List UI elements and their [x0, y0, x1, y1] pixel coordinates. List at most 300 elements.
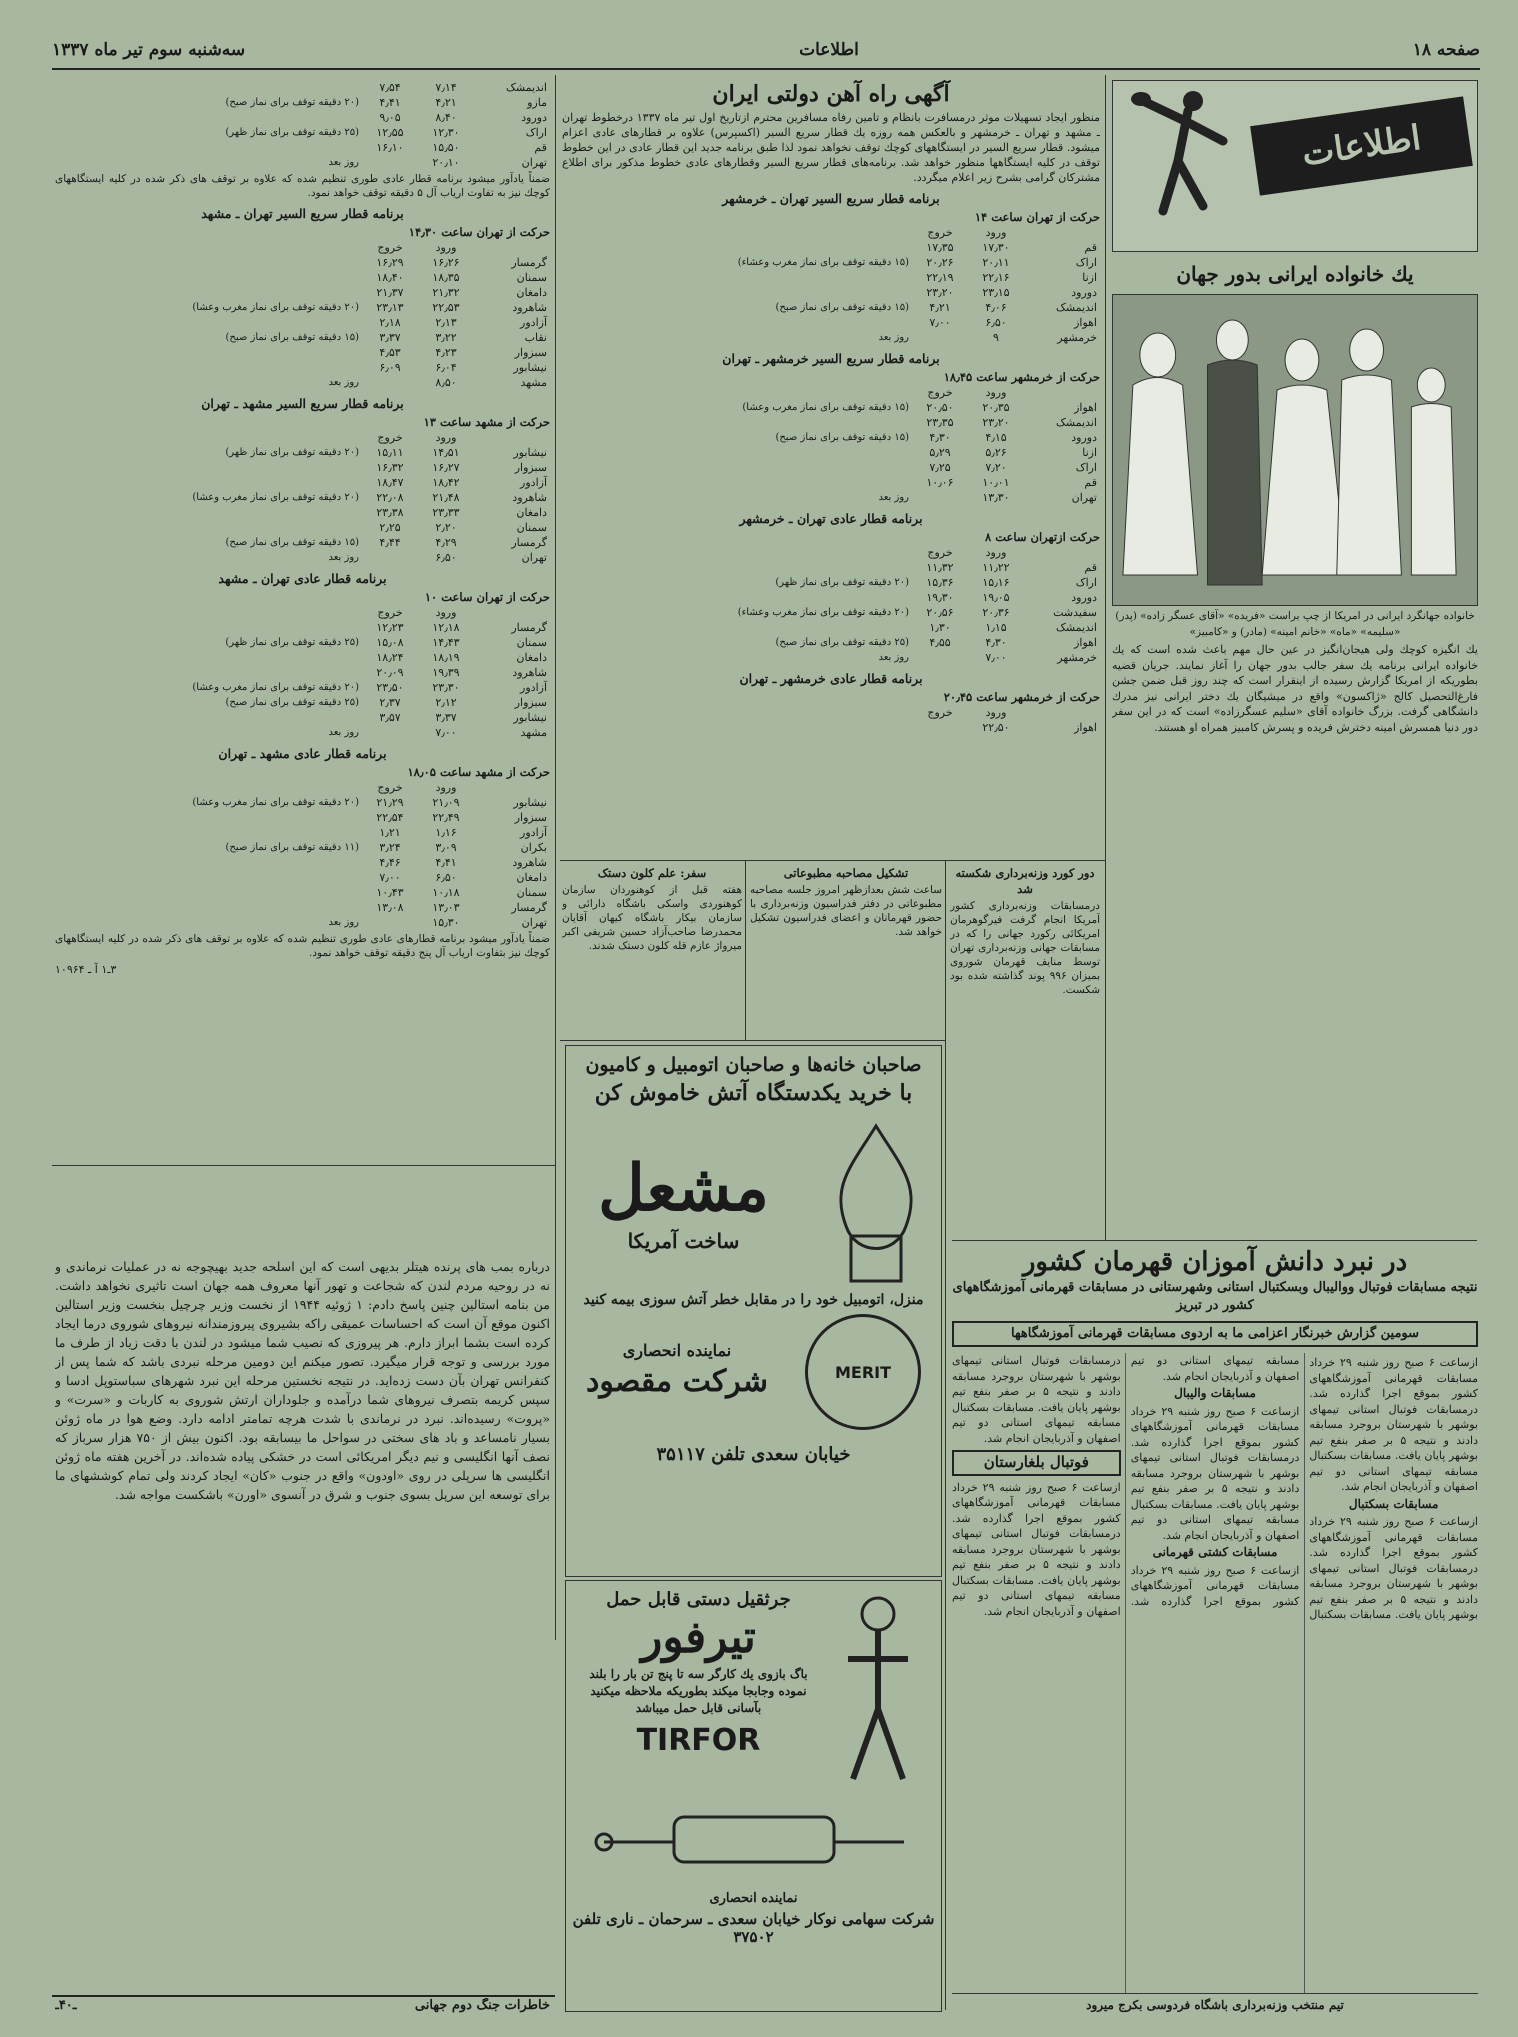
arrival-time: ۷٫۲۰ [985, 461, 1007, 474]
stop-note [55, 140, 362, 155]
wrestling-title: مسابقات کشتی قهرمانی [1152, 1545, 1278, 1559]
stop-note [562, 620, 912, 635]
stop-note [55, 855, 362, 870]
departure-time [912, 720, 968, 735]
arrival-time: ۶٫۰۴ [435, 361, 457, 374]
station-name: اراک [1075, 461, 1097, 474]
station-name: بکران [520, 841, 547, 854]
station-name: گرمسار [511, 901, 547, 914]
station-name: خرمشهر [1057, 331, 1097, 344]
arrival-time: ۲۱٫۴۸ [432, 491, 460, 504]
departure-time [362, 375, 418, 390]
rail-title: آگهی راه آهن دولتی ایران [712, 81, 950, 107]
departure-time: ۱۹٫۳۰ [926, 591, 954, 604]
station-name: سبزوار [514, 461, 547, 474]
schedule-row [562, 400, 1100, 415]
schedule-row [55, 635, 550, 650]
stop-note: (۲۰ دقیقه توقف برای نماز مغرب وعشاء) [737, 607, 909, 618]
schedule-row [55, 650, 550, 665]
sports-logo [1112, 80, 1478, 252]
departure-time: ۷٫۲۵ [929, 461, 951, 474]
departure-time: ۱۲٫۵۵ [376, 126, 404, 139]
arrival-time: ۱٫۱۶ [435, 826, 457, 839]
stop-note: (۱۱ دقیقه توقف برای نماز صبح) [225, 842, 359, 853]
stop-note [55, 475, 362, 490]
schedule-row [55, 330, 550, 345]
arrival-time: ۱۵٫۵۰ [432, 141, 460, 154]
stop-note [55, 285, 362, 300]
stop-note [55, 270, 362, 285]
station-name: قم [1084, 476, 1097, 489]
station-name: سبزوار [514, 811, 547, 824]
stop-note: روز بعد [878, 492, 909, 503]
departure-time: ۲٫۱۸ [379, 316, 401, 329]
arrival-time: ۷٫۱۴ [435, 81, 457, 94]
arrival-time: ۲۳٫۳۳ [432, 506, 460, 519]
station-name: دورود [1071, 286, 1097, 299]
contest-text-2: ازساعت ۶ صبح روز شنبه ۲۹ خرداد مسابقات قهرمانی آموزشگاههای کشور بموقع اجرا گذارده شد. درمسابقات فوتبال استانی تیمهای بوشهر با شهرستان بروجرد مسابقه دادند و نتیجه ۵ بر صفر بنفع تیم بوشهر پایان یافت. مسابقات بسکتبال مسابقه تیمهای استانی دو تیم اصفهان و آذربایجان انجام شد. [1130, 1354, 1478, 1621]
departure-time: ۱۸٫۴۰ [376, 271, 404, 284]
schedule-row [55, 80, 550, 95]
station-name: آزادور [520, 681, 547, 694]
station-name: اراک [1075, 576, 1097, 589]
contest-subtitle: نتیجه مسابقات فوتبال ووالیبال وبسکتبال استانی وشهرستانی در مسابقات قهرمانی آموزشگاههای کشور در تبریز [952, 1280, 1478, 1313]
schedule-row [562, 575, 1100, 590]
arrival-time: ۴٫۱۵ [985, 431, 1007, 444]
departure-time: ۱۸٫۴۷ [376, 476, 404, 489]
departure-time: ۲۳٫۳۸ [376, 506, 404, 519]
schedule-row [55, 505, 550, 520]
schedule-row [562, 560, 1100, 575]
schedule-row [562, 620, 1100, 635]
schedule-row [55, 620, 550, 635]
station-name: سمنان [516, 521, 547, 534]
station-name: سمنان [516, 636, 547, 649]
station-name: دامغان [516, 286, 547, 299]
stop-note: روز بعد [328, 917, 359, 928]
departure-time: ۲۱٫۳۷ [376, 286, 404, 299]
station-name: دورود [1071, 431, 1097, 444]
stop-note: (۲۰ دقیقه توقف برای نماز مغرب وعشا) [192, 682, 359, 693]
departure-time: ۳٫۵۷ [379, 711, 401, 724]
schedule-row [55, 345, 550, 360]
schedule-row [562, 315, 1100, 330]
climb-title: سفر: علم کلون دستک [597, 866, 707, 880]
stop-note [55, 885, 362, 900]
climb-text: هفته قبل از کوهنوردان سازمان کوهنوردی واسکی باشگاه دارائی و سازمان بیکار باشگاه کیهان آقایان محمدرضا صاحب‌آزاد حسین شریفی اکبر میرواژ عازم قله کلون دستک شدند. [562, 884, 742, 952]
arrival-time: ۳٫۰۹ [435, 841, 457, 854]
contest-text-3: ازساعت ۶ صبح روز شنبه ۲۹ خرداد مسابقات قهرمانی آموزشگاههای کشور بموقع اجرا گذارده شد. درمسابقات فوتبال استانی تیمهای بوشهر با شهرستان بروجرد مسابقه دادند و نتیجه ۵ بر صفر بنفع تیم بوشهر پایان یافت. مسابقات بسکتبال مسابقه تیمهای استانی دو تیم اصفهان و آذربایجان انجام شد. [1130, 1404, 1300, 1542]
station-name: سبزوار [514, 696, 547, 709]
stop-note: (۲۵ دقیقه توقف برای نماز ظهر) [225, 127, 359, 138]
newspaper-title: اطلاعات [799, 40, 859, 60]
station-name: تهران [521, 916, 547, 929]
departure-time: ۲۰٫۵۰ [926, 401, 954, 414]
station-name: اندیمشک [1056, 301, 1097, 314]
departure-time: ۱۵٫۱۱ [376, 446, 404, 459]
stop-note: (۲۰ دقیقه توقف برای نماز مغرب وعشا) [192, 302, 359, 313]
stop-note [55, 360, 362, 375]
departure-time: ۱۶٫۳۲ [376, 461, 404, 474]
station-name: اهواز [1074, 401, 1097, 414]
departure-time: ۴٫۲۱ [929, 301, 951, 314]
arrival-time: ۱۴٫۴۳ [432, 636, 460, 649]
departure-time: ۶٫۰۹ [379, 361, 401, 374]
stop-note: (۲۰ دقیقه توقف برای نماز مغرب وعشا) [192, 492, 359, 503]
station-name: نیشابور [513, 361, 547, 374]
stop-note [55, 80, 362, 95]
station-name: دامغان [516, 651, 547, 664]
schedule-row [55, 915, 550, 930]
schedule-row [562, 240, 1100, 255]
committee-title: تشکیل مصاحبه مطبوعاتی [783, 866, 909, 880]
station-name: تهران [521, 551, 547, 564]
station-name: دامغان [516, 871, 547, 884]
station-name: ازنا [1082, 446, 1097, 459]
arrival-time: ۴٫۴۱ [435, 856, 457, 869]
arrival-time: ۲۱٫۰۹ [432, 796, 460, 809]
departure-time: ۴٫۵۵ [929, 636, 951, 649]
stop-note [55, 345, 362, 360]
stop-note [562, 720, 912, 735]
memoir-page-number: ـ۴۰ـ [55, 1998, 77, 2013]
departure-time: ۲۳٫۱۳ [376, 301, 404, 314]
schedule-row [55, 710, 550, 725]
stop-note: روز بعد [878, 652, 909, 663]
schedule-row [55, 95, 550, 110]
schedule-row [562, 430, 1100, 445]
worker-icon [823, 1589, 933, 1789]
arrival-time: ۱۶٫۲۷ [432, 461, 460, 474]
schedule-row [55, 140, 550, 155]
stop-note: (۱۵ دقیقه توقف برای نماز صبح) [775, 302, 909, 313]
departure-time: ۲۲٫۵۴ [376, 811, 404, 824]
stop-note [55, 315, 362, 330]
departure-time: ۲۲٫۱۹ [926, 271, 954, 284]
stop-note [55, 825, 362, 840]
departure-time: ۱۰٫۴۳ [376, 886, 404, 899]
departure-time: ۳٫۳۷ [379, 331, 401, 344]
contest-text-5: ازساعت ۶ صبح روز شنبه ۲۹ خرداد مسابقات قهرمانی آموزشگاههای کشور بموقع اجرا گذارده شد. درمسابقات فوتبال استانی تیمهای بوشهر با شهرستان بروجرد مسابقه دادند و نتیجه ۵ بر صفر بنفع تیم بوشهر پایان یافت. مسابقات بسکتبال مسابقه تیمهای استانی دو تیم اصفهان و آذربایجان انجام شد. [952, 1480, 1121, 1618]
schedule-table: ورود خروج قم ۱۷٫۳۰ ۱۷٫۳۵ اراک ۲۰٫۱۱ ۲۰٫۲۶ (۱۵ دقیقه توقف برای نماز مغرب وعشاء) ازنا ۲۲٫۱۶ ۲۲٫۱۹ دورود ۲۳٫۱۵ ۲۳٫۲۰ اندیمشک ۴٫۰۶ ۴٫۲۱ (۱۵ دقیقه توقف برای نماز صبح) اهواز ۶٫۵۰ ۷٫۰۰ خرمشهر ۹ روز بعد [562, 225, 1100, 345]
schedule-row [55, 900, 550, 915]
stop-note [562, 240, 912, 255]
arrival-time: ۲٫۱۳ [435, 316, 457, 329]
schedule-table: ورود خروج گرمسار ۱۶٫۲۶ ۱۶٫۲۹ سمنان ۱۸٫۳۵ ۱۸٫۴۰ دامغان ۲۱٫۳۲ ۲۱٫۳۷ شاهرود ۲۲٫۵۳ ۲۳٫۱۳ (۲۰ دقیقه توقف برای نماز مغرب وعشا) آزادور ۲٫۱۳ ۲٫۱۸ نقاب ۳٫۲۲ ۳٫۳۷ (۱۵ دقیقه توقف برای نماز صبح) سبزوار ۴٫۲۳ ۴٫۵۳ نیشابور ۶٫۰۴ ۶٫۰۹ مشهد ۸٫۵۰ روز بعد [55, 240, 550, 390]
stop-note [55, 650, 362, 665]
station-name: دامغان [516, 506, 547, 519]
departure-time: ۷٫۰۰ [929, 316, 951, 329]
stop-note [55, 900, 362, 915]
rail-note-2: ضمناً یادآور میشود برنامه قطارهای عادی طوری تنظیم شده که علاوه بر توقف های ذکر شده در کلیه ایستگاههای کوچك نیز بتفاوت اریاب آل پنج دقیقه توقف خواهد نمود. [55, 933, 550, 959]
station-name: اراک [1075, 256, 1097, 269]
fire-icon [811, 1116, 941, 1286]
station-name: سبزوار [514, 346, 547, 359]
station-name: نیشابور [513, 711, 547, 724]
arrival-time: ۱۰٫۱۸ [432, 886, 460, 899]
rail-column-right [562, 80, 1100, 855]
station-name: اهواز [1074, 316, 1097, 329]
arrival-time: ۲۰٫۱۰ [432, 156, 460, 169]
departure-time [362, 915, 418, 930]
rail-column-left [55, 80, 550, 1160]
weight-title: دور کورد وزنه‌برداری شکسته شد [955, 866, 1095, 896]
departure-time: ۱۵٫۰۸ [376, 636, 404, 649]
station-name: اهواز [1074, 636, 1097, 649]
discus-thrower-icon [1123, 81, 1243, 251]
page-number: صفحه ۱۸ [1412, 40, 1480, 60]
departure-time: ۱۵٫۳۶ [926, 576, 954, 589]
stop-note [55, 520, 362, 535]
departure-time [912, 490, 968, 505]
departure-time: ۱۰٫۰۶ [926, 476, 954, 489]
departure-time: ۱۷٫۳۵ [926, 241, 954, 254]
schedule-row [55, 810, 550, 825]
merit-logo: MERIT [805, 1314, 921, 1430]
departure-time: ۱۳٫۰۸ [376, 901, 404, 914]
station-name: آزادور [520, 476, 547, 489]
station-name: دورود [521, 111, 547, 124]
stop-note: روز بعد [328, 727, 359, 738]
schedule-row [55, 475, 550, 490]
schedule-row [55, 870, 550, 885]
memoir-footer [55, 1998, 550, 2020]
arrival-time: ۱۲٫۳۰ [432, 126, 460, 139]
departure-time: ۷٫۰۰ [379, 871, 401, 884]
schedule-row [55, 155, 550, 170]
stop-note [55, 110, 362, 125]
arrival-time: ۱۴٫۵۱ [432, 446, 460, 459]
schedule-kh3: برنامه قطار عادی تهران ـ خرمشهر حرکت ازتهران ساعت ۸ ورود خروج قم ۱۱٫۲۲ ۱۱٫۳۲ اراک ۱۵٫۱۶ ۱۵٫۳۶ (۲۰ دقیقه توقف برای نماز ظهر) دورود ۱۹٫۰۵ ۱۹٫۳۰ سفیدشت ۲۰٫۳۶ ۲۰٫۵۶ (۲۰ دقیقه توقف برای نماز مغرب وعشاء) اندیمشک ۱٫۱۵ ۱٫۳۰ اهواز ۴٫۳۰ ۴٫۵۵ (۲۵ دقیقه توقف برای نماز صبح) خرمشهر ۷٫۰۰ روز بعد [562, 511, 1100, 665]
station-name: نقاب [524, 331, 547, 344]
schedule-row [55, 360, 550, 375]
issue-date: سه‌شنبه سوم تیر ماه ۱۳۳۷ [52, 40, 246, 60]
hoist-icon [584, 1797, 924, 1887]
schedule-row [55, 535, 550, 550]
departure-time: ۹٫۰۵ [379, 111, 401, 124]
schedule-table: ورود خروج قم ۱۱٫۲۲ ۱۱٫۳۲ اراک ۱۵٫۱۶ ۱۵٫۳۶ (۲۰ دقیقه توقف برای نماز ظهر) دورود ۱۹٫۰۵ ۱۹٫۳۰ سفیدشت ۲۰٫۳۶ ۲۰٫۵۶ (۲۰ دقیقه توقف برای نماز مغرب وعشاء) اندیمشک ۱٫۱۵ ۱٫۳۰ اهواز ۴٫۳۰ ۴٫۵۵ (۲۵ دقیقه توقف برای نماز صبح) خرمشهر ۷٫۰۰ روز بعد [562, 545, 1100, 665]
arrival-time: ۴٫۲۹ [435, 536, 457, 549]
bulgaria-box [952, 1450, 1121, 1476]
schedule-row [562, 475, 1100, 490]
tirfor-ad: جرثقیل دستی قابل حمل تیرفور باگ بازوی یك کارگر سه تا پنج تن بار را بلند نموده وجابجا میکند بطوریکه ملاحظه میکنید بآسانی قابل حمل میباشد TIRFOR نماینده انحصاری شرکت سهامی نوکار خیابان سعدی ـ سرحمان ـ ناری تلفن ۳۷۵۰۲ [565, 1580, 942, 2012]
station-name: شاهرود [512, 301, 547, 314]
stop-note: (۱۵ دقیقه توقف برای نماز صبح) [225, 537, 359, 548]
schedule-row [562, 445, 1100, 460]
arrival-time: ۸٫۴۰ [435, 111, 457, 124]
station-name: سفیدشت [1053, 606, 1097, 619]
weight-article [950, 865, 1100, 1035]
departure-time: ۴٫۴۴ [379, 536, 401, 549]
brand-name: مشعل [598, 1151, 769, 1226]
arrival-time: ۸٫۵۰ [435, 376, 457, 389]
departure-time: ۲۳٫۲۰ [926, 286, 954, 299]
contest-text: ازساعت ۶ صبح روز شنبه ۲۹ خرداد مسابقات قهرمانی آموزشگاههای کشور بموقع اجرا گذارده شد. درمسابقات فوتبال استانی تیمهای بوشهر با شهرستان بروجرد مسابقه دادند و نتیجه ۵ بر صفر بنفع تیم بوشهر پایان یافت. مسابقات بسکتبال مسابقه تیمهای استانی دو تیم اصفهان و آذربایجان انجام شد. [1309, 1356, 1478, 1493]
stop-note: (۲۰ دقیقه توقف برای نماز ظهر) [225, 447, 359, 458]
tirfor-brand: تیرفور [641, 1612, 756, 1663]
schedule-row [55, 490, 550, 505]
schedule-row [562, 255, 1100, 270]
page-header [52, 32, 1480, 70]
departure-time: ۲٫۳۷ [379, 696, 401, 709]
rail-ref: ۳ـ۱ آ ـ ۱۰۹۶۴ [55, 963, 117, 976]
stop-note: (۱۵ دقیقه توقف برای نماز مغرب وعشا) [742, 402, 909, 413]
arrival-time: ۲۲٫۴۹ [432, 811, 460, 824]
arrival-time: ۲٫۲۰ [435, 521, 457, 534]
departure-time [912, 650, 968, 665]
station-name: مازو [527, 96, 547, 109]
photo-caption: خانواده جهانگرد ایرانی در امریکا از چپ براست «فریده» «آقای عسگر زاده» (پدر) «سلیمه» «ماه» «خانم امینه» (مادر) و «کامبیز» [1115, 610, 1475, 638]
schedule-row [55, 725, 550, 740]
departure-time: ۴٫۳۰ [929, 431, 951, 444]
memoir-article [55, 1255, 550, 1990]
schedule-row [55, 825, 550, 840]
departure-time: ۲۰٫۰۹ [376, 666, 404, 679]
schedule-row [55, 840, 550, 855]
station-name: سمنان [516, 886, 547, 899]
station-name: دورود [1071, 591, 1097, 604]
schedule-table: ورود خروج اهواز ۲۲٫۵۰ [562, 705, 1100, 735]
arrival-time: ۶٫۵۰ [435, 871, 457, 884]
stop-note: (۲۰ دقیقه توقف برای نماز مغرب وعشا) [192, 797, 359, 808]
stop-note: (۲۰ دقیقه توقف برای نماز ظهر) [775, 577, 909, 588]
arrival-time: ۵٫۲۶ [985, 446, 1007, 459]
arrival-time: ۱۸٫۴۲ [432, 476, 460, 489]
stop-note: (۲۵ دقیقه توقف برای نماز صبح) [775, 637, 909, 648]
stop-note: روز بعد [328, 377, 359, 388]
sports-column [1112, 80, 1478, 1240]
stop-note [562, 285, 912, 300]
schedule-kh2: برنامه قطار سریع السیر خرمشهر ـ تهران حرکت از خرمشهر ساعت ۱۸٫۴۵ ورود خروج اهواز ۲۰٫۳۵ ۲۰٫۵۰ (۱۵ دقیقه توقف برای نماز مغرب وعشا) اندیمشک ۲۳٫۲۰ ۲۳٫۳۵ دورود ۴٫۱۵ ۴٫۳۰ (۱۵ دقیقه توقف برای نماز صبح) ازنا ۵٫۲۶ ۵٫۲۹ اراک ۷٫۲۰ ۷٫۲۵ قم ۱۰٫۰۱ ۱۰٫۰۶ تهران ۱۳٫۳۰ روز بعد [562, 351, 1100, 505]
schedule-row [562, 415, 1100, 430]
schedule-row [55, 110, 550, 125]
schedule-row [562, 330, 1100, 345]
schedule-row [562, 590, 1100, 605]
schedule-m1: برنامه قطار سریع السیر تهران ـ مشهد حرکت از تهران ساعت ۱۴٫۳۰ ورود خروج گرمسار ۱۶٫۲۶ ۱۶٫۲۹ سمنان ۱۸٫۳۵ ۱۸٫۴۰ دامغان ۲۱٫۳۲ ۲۱٫۳۷ شاهرود ۲۲٫۵۳ ۲۳٫۱۳ (۲۰ دقیقه توقف برای نماز مغرب وعشا) آزادور ۲٫۱۳ ۲٫۱۸ نقاب ۳٫۲۲ ۳٫۳۷ (۱۵ دقیقه توقف برای نماز صبح) سبزوار ۴٫۲۳ ۴٫۵۳ نیشابور ۶٫۰۴ ۶٫۰۹ مشهد ۸٫۵۰ روز بعد [55, 206, 550, 390]
schedule-table: ورود خروج گرمسار ۱۲٫۱۸ ۱۲٫۲۳ سمنان ۱۴٫۴۳ ۱۵٫۰۸ (۲۵ دقیقه توقف برای نماز ظهر) دامغان ۱۸٫۱۹ ۱۸٫۲۴ شاهرود ۱۹٫۳۹ ۲۰٫۰۹ آزادور ۲۳٫۳۰ ۲۳٫۵۰ (۲۰ دقیقه توقف برای نماز مغرب وعشا) سبزوار ۲٫۱۲ ۲٫۳۷ (۲۵ دقیقه توقف برای نماز صبح) نیشابور ۳٫۳۷ ۳٫۵۷ مشهد ۷٫۰۰ روز بعد [55, 605, 550, 740]
departure-time: ۱٫۳۰ [929, 621, 951, 634]
stop-note [562, 415, 912, 430]
arrival-time: ۱۸٫۱۹ [432, 651, 460, 664]
station-name: تهران [521, 156, 547, 169]
climb-article [562, 865, 742, 1035]
stop-note: (۱۵ دقیقه توقف برای نماز صبح) [225, 332, 359, 343]
departure-time: ۳٫۲۴ [379, 841, 401, 854]
stop-note [562, 475, 912, 490]
departure-time: ۱۲٫۲۳ [376, 621, 404, 634]
contest-box: سومین گزارش خبرنگار اعزامی ما به اردوی مسابقات قهرمانی آموزشگاهها [952, 1321, 1478, 1347]
schedule-row [55, 445, 550, 460]
departure-time: ۵٫۲۹ [929, 446, 951, 459]
station-name: نیشابور [513, 796, 547, 809]
departure-time: ۱۶٫۱۰ [376, 141, 404, 154]
stop-note: (۲۵ دقیقه توقف برای نماز ظهر) [225, 637, 359, 648]
station-name: قم [1084, 241, 1097, 254]
arrival-time: ۱۹٫۰۵ [982, 591, 1010, 604]
stop-note: (۲۵ دقیقه توقف برای نماز صبح) [225, 697, 359, 708]
schedule-row [562, 605, 1100, 620]
schedule-row [562, 285, 1100, 300]
departure-time: ۲۱٫۲۹ [376, 796, 404, 809]
arrival-time: ۱٫۱۵ [985, 621, 1007, 634]
fire-extinguisher-ad: صاحبان خانه‌ها و صاحبان اتومبیل و کامیون با خرید یکدستگاه آتش خاموش کن مشعل ساخت آمریکا منزل، اتومبیل خود را در مقابل خطر آتش سوزی بیمه کنید MERIT نماینده انحصاری شرکت مقصود خیابان سعدی تلفن ۳۵۱۱۷ [565, 1045, 942, 1577]
ferdowsi-title: تیم منتخب وزنه‌برداری باشگاه فردوسی بکرج میرود [1086, 1998, 1344, 2012]
basket-title: مسابقات بسکتبال [1348, 1496, 1439, 1511]
schedule-row [55, 315, 550, 330]
station-name: اندیمشک [1056, 621, 1097, 634]
departure-time [362, 550, 418, 565]
station-name: نیشابور [513, 446, 547, 459]
weight-text: درمسابقات وزنه‌برداری کشور آمریکا انجام گرفت فیرگوهرمان امریکائی رکورد جهانی را که در مسابقات جهانی وزنه‌برداری تهران توسط منایف قهرمان شوروی بمیزان ۹۹۶ پوند گذاشته شده بود شکست. [950, 900, 1100, 996]
stop-note [55, 460, 362, 475]
departure-time: ۱۸٫۲۴ [376, 651, 404, 664]
station-name: قم [534, 141, 547, 154]
stop-note [562, 315, 912, 330]
arrival-time: ۲۰٫۱۱ [982, 256, 1010, 269]
schedule-kh1: برنامه قطار سریع السیر تهران ـ خرمشهر حرکت از تهران ساعت ۱۴ ورود خروج قم ۱۷٫۳۰ ۱۷٫۳۵ اراک ۲۰٫۱۱ ۲۰٫۲۶ (۱۵ دقیقه توقف برای نماز مغرب وعشاء) ازنا ۲۲٫۱۶ ۲۲٫۱۹ دورود ۲۳٫۱۵ ۲۳٫۲۰ اندیمشک ۴٫۰۶ ۴٫۲۱ (۱۵ دقیقه توقف برای نماز صبح) اهواز ۶٫۵۰ ۷٫۰۰ خرمشهر ۹ روز بعد [562, 191, 1100, 345]
committee-article [750, 865, 942, 1035]
arrival-time: ۱۶٫۲۶ [432, 256, 460, 269]
stop-note: روز بعد [328, 552, 359, 563]
bulgaria-title: فوتبال بلغارستان [983, 1453, 1089, 1471]
departure-time: ۲۳٫۳۵ [926, 416, 954, 429]
arrival-time: ۱۵٫۳۰ [432, 916, 460, 929]
schedule-row [562, 635, 1100, 650]
schedule-row [55, 665, 550, 680]
stop-note [55, 810, 362, 825]
arrival-time: ۲٫۱۲ [435, 696, 457, 709]
arrival-time: ۱۹٫۳۹ [432, 666, 460, 679]
station-name: تهران [1071, 491, 1097, 504]
schedule-row [55, 285, 550, 300]
schedule-table: ورود خروج اهواز ۲۰٫۳۵ ۲۰٫۵۰ (۱۵ دقیقه توقف برای نماز مغرب وعشا) اندیمشک ۲۳٫۲۰ ۲۳٫۳۵ دورود ۴٫۱۵ ۴٫۳۰ (۱۵ دقیقه توقف برای نماز صبح) ازنا ۵٫۲۶ ۵٫۲۹ اراک ۷٫۲۰ ۷٫۲۵ قم ۱۰٫۰۱ ۱۰٫۰۶ تهران ۱۳٫۳۰ روز بعد [562, 385, 1100, 505]
schedule-table [55, 80, 550, 170]
departure-time [912, 330, 968, 345]
stop-note: روز بعد [878, 332, 909, 343]
station-name: آزادور [520, 826, 547, 839]
arrival-time: ۲۱٫۳۲ [432, 286, 460, 299]
station-name: شاهرود [512, 491, 547, 504]
arrival-time: ۱۰٫۰۱ [982, 476, 1010, 489]
departure-time [362, 725, 418, 740]
arrival-time: ۴٫۲۳ [435, 346, 457, 359]
station-name: اراک [525, 126, 547, 139]
logo-text: اطلاعات ورزشی [1250, 96, 1473, 195]
arrival-time: ۳٫۲۲ [435, 331, 457, 344]
schedule-row [55, 520, 550, 535]
schedule-row [55, 680, 550, 695]
arrival-time: ۱۳٫۰۳ [432, 901, 460, 914]
departure-time: ۴٫۵۳ [379, 346, 401, 359]
departure-time: ۴٫۴۶ [379, 856, 401, 869]
arrival-time: ۲۲٫۵۰ [982, 721, 1010, 734]
arrival-time: ۱۸٫۳۵ [432, 271, 460, 284]
arrival-time: ۲۲٫۵۳ [432, 301, 460, 314]
schedule-row [55, 695, 550, 710]
stop-note [55, 870, 362, 885]
arrival-time: ۷٫۰۰ [435, 726, 457, 739]
contest-article [952, 1245, 1478, 2015]
schedule-row [55, 255, 550, 270]
schedule-row [562, 460, 1100, 475]
departure-time: ۷٫۵۴ [379, 81, 401, 94]
stop-note [562, 590, 912, 605]
memoir-text: درباره بمب های پرنده هیتلر بدیهی است که این اسلحه جدید بهیچوجه نه در عملیات نرماندی و نه در روحیه مردم لندن که شجاعت و تهور آنها معروف همه جهان است تاثیری نخواهد داشت. من بنامه استالین چنین پاسخ دادم: ۱ ژوئیه ۱۹۴۴ از نخست وزیر چرچیل بنخست وزیر استالین اکنون موقع آن است که احساسات عمیقی راکه بشیروی پیروزمندانه نیروهای شوروی درما ایجاد کرده است بشما ابراز دارم. هر پیروزی که نصیب شما میشود در لندن با دقت زیاد از طرف ما مورد بررسی و توجه قرار میگیرد. تصور میکنم این دومین مرحله نبردی باشد که شما پس از کنفرانس تهران بآن دست زده‌اید. در نتیجه نخستین مرحله این نبرد شهرهای سباستوپل ادسا و سپس کریمه بتصرف نیروهای شما درآمده و جلوداران ارتش شوروی به کاربات و «سرت» و «پروت» رسیده‌اند. نبرد در نرماندی با شدت هرچه تمامتر ادامه دارد. وضع هوا در ماه ژوئن بسیار نامساعد و باد های سختی در سواحل ما بیسابقه بود. اکنون بیش از ۷۵۰ هزار سرباز که نصف آنها انگلیسی و نیم دیگر امریکائی است در خشکی پیاده شده‌اند. در آخرین هفته ماه ژوئن انگلیسی ها سرپلی در روی «اودون» واقع در جنوب «کان» ایجاد کردند ولی تمام کوششهای ما برای توسعه این سرپل بسوی جنوب و شرق در آنسوی «اورن» باشکست مواجه شد. [55, 1259, 550, 1502]
departure-time: ۲٫۲۵ [379, 521, 401, 534]
stop-note [562, 460, 912, 475]
family-article: یك انگیزه کوچك ولی هیجان‌انگیز در عین حال مهم باعث شده است که یك خانواده ایرانی برنامه یك سفر جالب بدور جهان را آغاز نمایند. جریان قضیه بطوریکه از امریکا گزارش رسیده از اینقرار است که چند روز قبل ضمن جشن فارغ‌التحصیل کالج «ژاکسون» واقع در میشیگان یك دختر ایرانی نیز مدرك دانشگاهی گرفت. بزرگ خانواده آقای «سلیم عسگرزاده» است که در این سفر دور دنیا همسرش امینه دخترش فریده و پسرش کامبیز همراه او هستند. [1112, 643, 1478, 734]
departure-time: ۲۳٫۵۰ [376, 681, 404, 694]
